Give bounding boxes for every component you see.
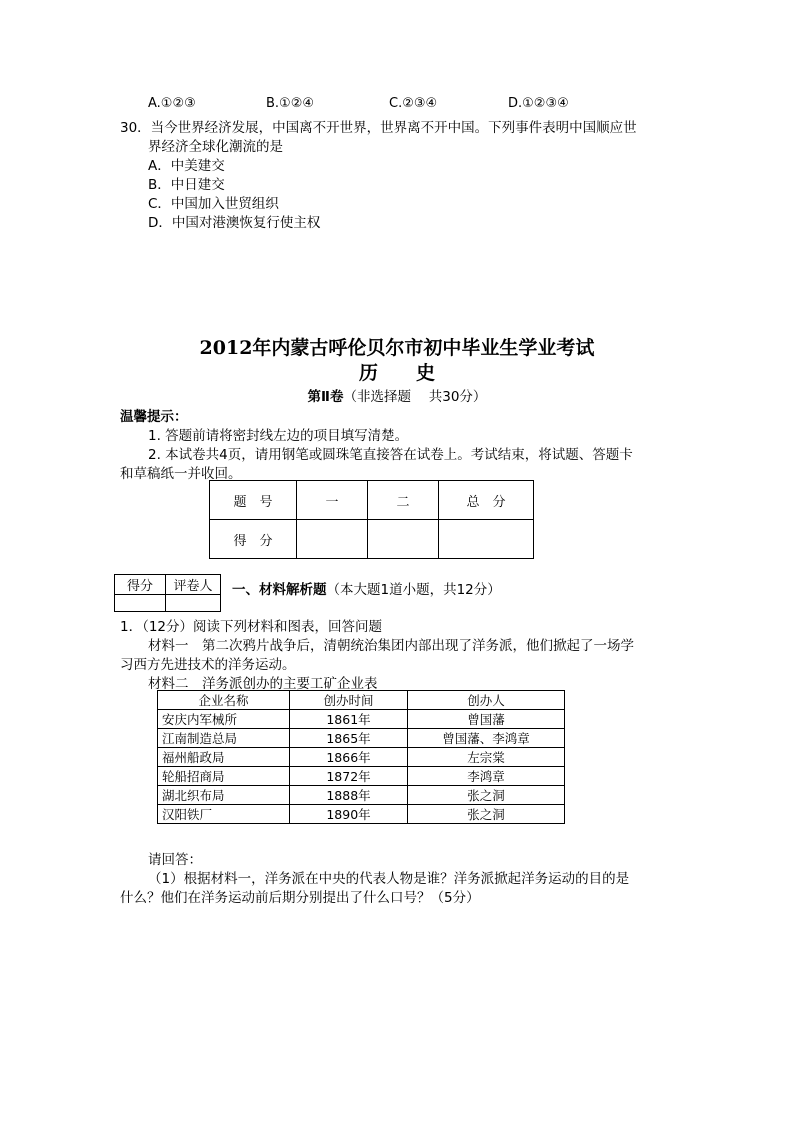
score-header-total: 总 分	[439, 481, 534, 520]
part1-heading	[232, 578, 501, 598]
enterprise-year: 1866年	[290, 748, 408, 767]
enterprise-year: 1861年	[290, 710, 408, 729]
enterprise-table	[157, 690, 565, 824]
grader-box-grader-cell	[166, 595, 221, 612]
score-row-label: 得 分	[210, 520, 297, 559]
q29-option-d: D.①②③④	[508, 96, 569, 111]
tip-2-line1: 2. 本试卷共4页，请用钢笔或圆珠笔直接答在试卷上。考试结束，将试题、答题卡	[148, 447, 633, 463]
q30-stem-line2: 界经济全球化潮流的是	[148, 139, 283, 155]
q30-option-b: B．中日建交	[148, 177, 225, 193]
sub-question-1-line2: 什么？他们在洋务运动前后期分别提出了什么口号？（5分）	[120, 890, 480, 906]
enterprise-name: 汉阳铁厂	[158, 805, 290, 824]
material1-line1: 材料一 第二次鸦片战争后，清朝统治集团内部出现了洋务派，他们掀起了一场学	[148, 638, 634, 654]
enterprise-founder: 张之洞	[408, 805, 565, 824]
sub-question-1-line1: （1）根据材料一，洋务派在中央的代表人物是谁？洋务派掀起洋务运动的目的是	[148, 871, 630, 887]
grader-box	[114, 574, 221, 612]
q29-option-c: C.②③④	[389, 96, 438, 111]
enterprise-founder: 曾国藩、李鸿章	[408, 729, 565, 748]
q30-option-c: C．中国加入世贸组织	[148, 196, 279, 212]
material1-line2: 习西方先进技术的洋务运动。	[120, 657, 296, 673]
enterprise-year: 1890年	[290, 805, 408, 824]
score-cell-part1	[297, 520, 368, 559]
answer-prompt: 请回答：	[148, 852, 202, 868]
q29-option-a: A.①②③	[148, 96, 196, 111]
enterprise-name: 福州船政局	[158, 748, 290, 767]
enterprise-founder: 李鸿章	[408, 767, 565, 786]
header-founder: 创办人	[408, 691, 565, 710]
q30-option-a: A．中美建交	[148, 158, 225, 174]
enterprise-table-header	[158, 691, 565, 710]
table-row	[158, 710, 565, 729]
enterprise-name: 江南制造总局	[158, 729, 290, 748]
q29-option-b: B.①②④	[266, 96, 315, 111]
score-header-part2: 二	[368, 481, 439, 520]
tip-1: 1. 答题前请将密封线左边的项目填写清楚。	[148, 428, 409, 444]
part1-heading-bold: 一、材料解析题	[232, 582, 327, 598]
header-name: 企业名称	[158, 691, 290, 710]
enterprise-name: 安庆内军械所	[158, 710, 290, 729]
grader-box-score-cell	[115, 595, 166, 612]
table-row	[158, 767, 565, 786]
table-row	[158, 805, 565, 824]
q30-stem-line1: 30．当今世界经济发展，中国离不开世界，世界离不开中国。下列事件表明中国顺应世	[120, 120, 637, 136]
section-heading-rest: （非选择题 共30分）	[343, 389, 487, 405]
tip-2-line2: 和草稿纸一并收回。	[120, 466, 242, 482]
table-row	[158, 786, 565, 805]
header-year: 创办时间	[290, 691, 408, 710]
enterprise-founder: 曾国藩	[408, 710, 565, 729]
score-header-number: 题 号	[210, 481, 297, 520]
table-row	[158, 729, 565, 748]
enterprise-year: 1888年	[290, 786, 408, 805]
exam-title: 2012年内蒙古呼伦贝尔市初中毕业生学业考试	[199, 337, 595, 359]
score-cell-part2	[368, 520, 439, 559]
enterprise-name: 轮船招商局	[158, 767, 290, 786]
enterprise-founder: 左宗棠	[408, 748, 565, 767]
table-row	[158, 748, 565, 767]
exam-subject: 历 史	[358, 362, 435, 384]
score-header-part1: 一	[297, 481, 368, 520]
q1-intro: 1．（12分）阅读下列材料和图表，回答问题	[120, 619, 383, 635]
grader-box-grader-label: 评卷人	[166, 575, 221, 595]
score-table	[209, 480, 534, 559]
enterprise-founder: 张之洞	[408, 786, 565, 805]
tips-heading: 温馨提示：	[120, 409, 188, 425]
section-heading	[0, 385, 794, 405]
part1-heading-rest: （本大题1道小题，共12分）	[326, 582, 501, 598]
q30-option-d: D．中国对港澳恢复行使主权	[148, 215, 321, 231]
enterprise-year: 1872年	[290, 767, 408, 786]
material2-caption: 材料二 洋务派创办的主要工矿企业表	[148, 676, 378, 692]
enterprise-name: 湖北织布局	[158, 786, 290, 805]
grader-box-score-label: 得分	[115, 575, 166, 595]
enterprise-year: 1865年	[290, 729, 408, 748]
section-heading-bold: 第Ⅱ卷	[307, 389, 344, 405]
score-cell-total	[439, 520, 534, 559]
